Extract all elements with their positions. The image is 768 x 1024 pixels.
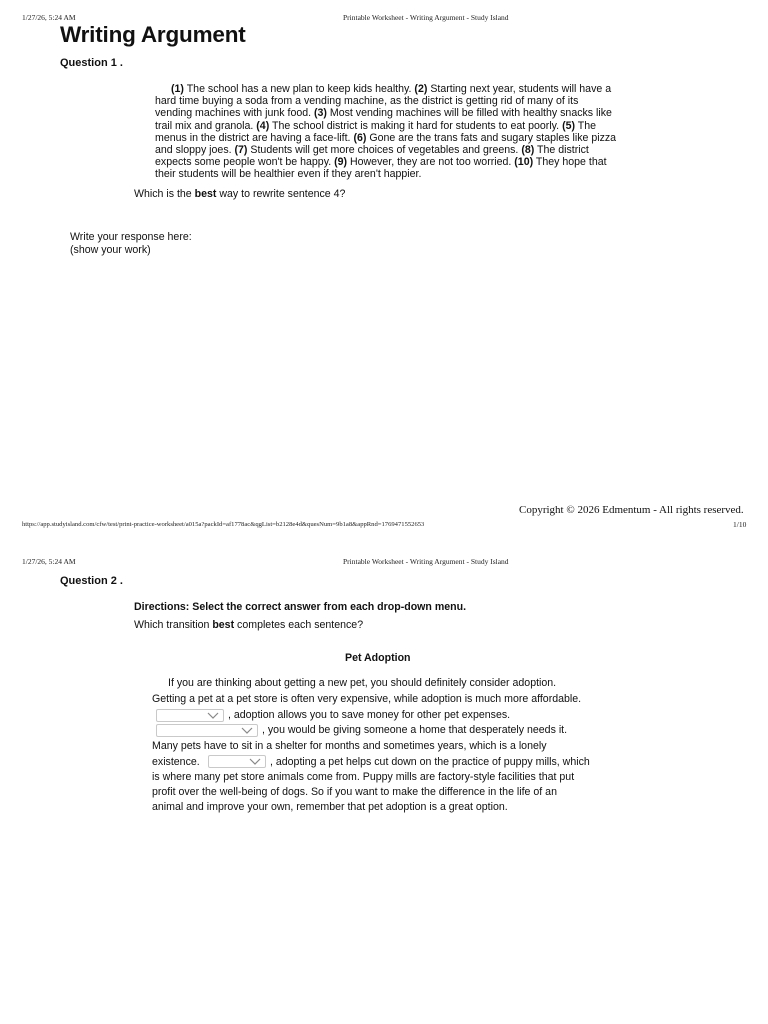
question-1-prompt <box>134 188 345 200</box>
sentence-number: (2) <box>414 83 428 95</box>
prompt-bold: best <box>194 188 217 200</box>
prompt-bold: best <box>212 619 235 631</box>
page1-footer-page-number: 1/10 <box>733 520 747 529</box>
passage-line: profit over the well-being of dogs. So if you want to make the difference in the life of an <box>152 786 557 798</box>
sentence-text: The district expects some people won't be happy. <box>155 144 589 169</box>
passage-line: is where many pet store animals come from. Puppy mills are factory-style facilities that put <box>152 771 575 783</box>
sentence-number: (9) <box>334 156 348 169</box>
page2-header-title: Printable Worksheet - Writing Argument - Study Island <box>343 557 509 566</box>
page2-header-datetime: 1/27/26, 5:24 AM <box>22 557 76 566</box>
question-1-label: Question 1 . <box>60 57 123 69</box>
passage-line: Getting a pet at a pet store is often very expensive, while adoption is much more affordable. <box>152 693 582 705</box>
passage-title: Pet Adoption <box>345 652 411 664</box>
prompt-text: Which transition <box>134 619 213 631</box>
sentence-text: However, they are not too worried. <box>347 156 515 169</box>
question-2-prompt <box>134 619 363 631</box>
passage-line: animal and improve your own, remember that pet adoption is a great option. <box>152 801 508 813</box>
sentence-number: (3) <box>314 107 327 120</box>
response-line-1: Write your response here: <box>70 231 192 243</box>
question-2-label: Question 2 . <box>60 575 123 587</box>
sentence-number: (6) <box>353 131 367 144</box>
passage-line: If you are thinking about getting a new pet, you should definitely consider adoption. <box>168 677 557 689</box>
prompt-text: way to rewrite sentence 4? <box>216 188 346 200</box>
sentence-number: (4) <box>256 119 270 132</box>
passage-line: , adopting a pet helps cut down on the practice of puppy mills, which <box>270 756 590 768</box>
passage-line: , you would be giving someone a home that desperately needs it. <box>262 724 568 736</box>
sentence-number: (8) <box>521 144 535 157</box>
transition-dropdown-3[interactable] <box>208 755 266 768</box>
sentence-number: (5) <box>562 119 576 132</box>
passage-line: Many pets have to sit in a shelter for months and sometimes years, which is a lonely <box>152 740 547 752</box>
sentence-text: The school district is making it hard for students to eat poorly. <box>269 119 563 132</box>
sentence-text: Starting next year, students will have a hard time buying a soda from a vending machine, as the district is getting rid of many of its vending machines with junk food. <box>155 83 612 120</box>
question-1-passage <box>155 83 617 181</box>
prompt-text: completes each sentence? <box>234 619 364 631</box>
response-instructions <box>70 231 192 256</box>
transition-dropdown-2[interactable] <box>156 724 258 737</box>
sentence-text: Students will get more choices of vegetables and greens. <box>247 144 522 157</box>
question-2-directions: Directions: Select the correct answer from each drop-down menu. <box>134 601 467 613</box>
response-line-2: (show your work) <box>70 243 151 256</box>
page1-header-datetime: 1/27/26, 5:24 AM <box>22 13 76 22</box>
chevron-down-icon <box>241 727 253 735</box>
sentence-number: (1) <box>171 83 184 95</box>
sentence-text: They hope that their students will be healthier even if they aren't happier. <box>155 156 607 181</box>
page1-footer-url: https://app.studyisland.com/cfw/test/print-practice-worksheet/a015a?packId=af1778ac&qgList=b2128e4d&quesNum=9b1a8&appRnd=1769471552653 <box>22 521 425 528</box>
transition-dropdown-1[interactable] <box>156 709 224 722</box>
chevron-down-icon <box>249 758 261 766</box>
chevron-down-icon <box>207 712 219 720</box>
sentence-text: The school has a new plan to keep kids healthy. <box>183 83 415 95</box>
page-title: Writing Argument <box>60 22 246 47</box>
sentence-text: The menus in the district are having a face-lift. <box>155 119 597 144</box>
sentence-number: (7) <box>234 144 248 157</box>
sentence-text: Most vending machines will be filled with healthy snacks like trail mix and granola. <box>155 107 612 132</box>
sentence-text: Gone are the trans fats and sugary staples like pizza and sloppy joes. <box>155 131 617 157</box>
prompt-text: Which is the <box>134 188 195 200</box>
passage-line: , adoption allows you to save money for other pet expenses. <box>228 709 511 721</box>
page1-header-title: Printable Worksheet - Writing Argument - Study Island <box>343 13 509 22</box>
passage-line: existence. <box>152 756 200 768</box>
copyright-notice: Copyright © 2026 Edmentum - All rights reserved. <box>519 504 744 516</box>
sentence-number: (10) <box>514 156 534 169</box>
